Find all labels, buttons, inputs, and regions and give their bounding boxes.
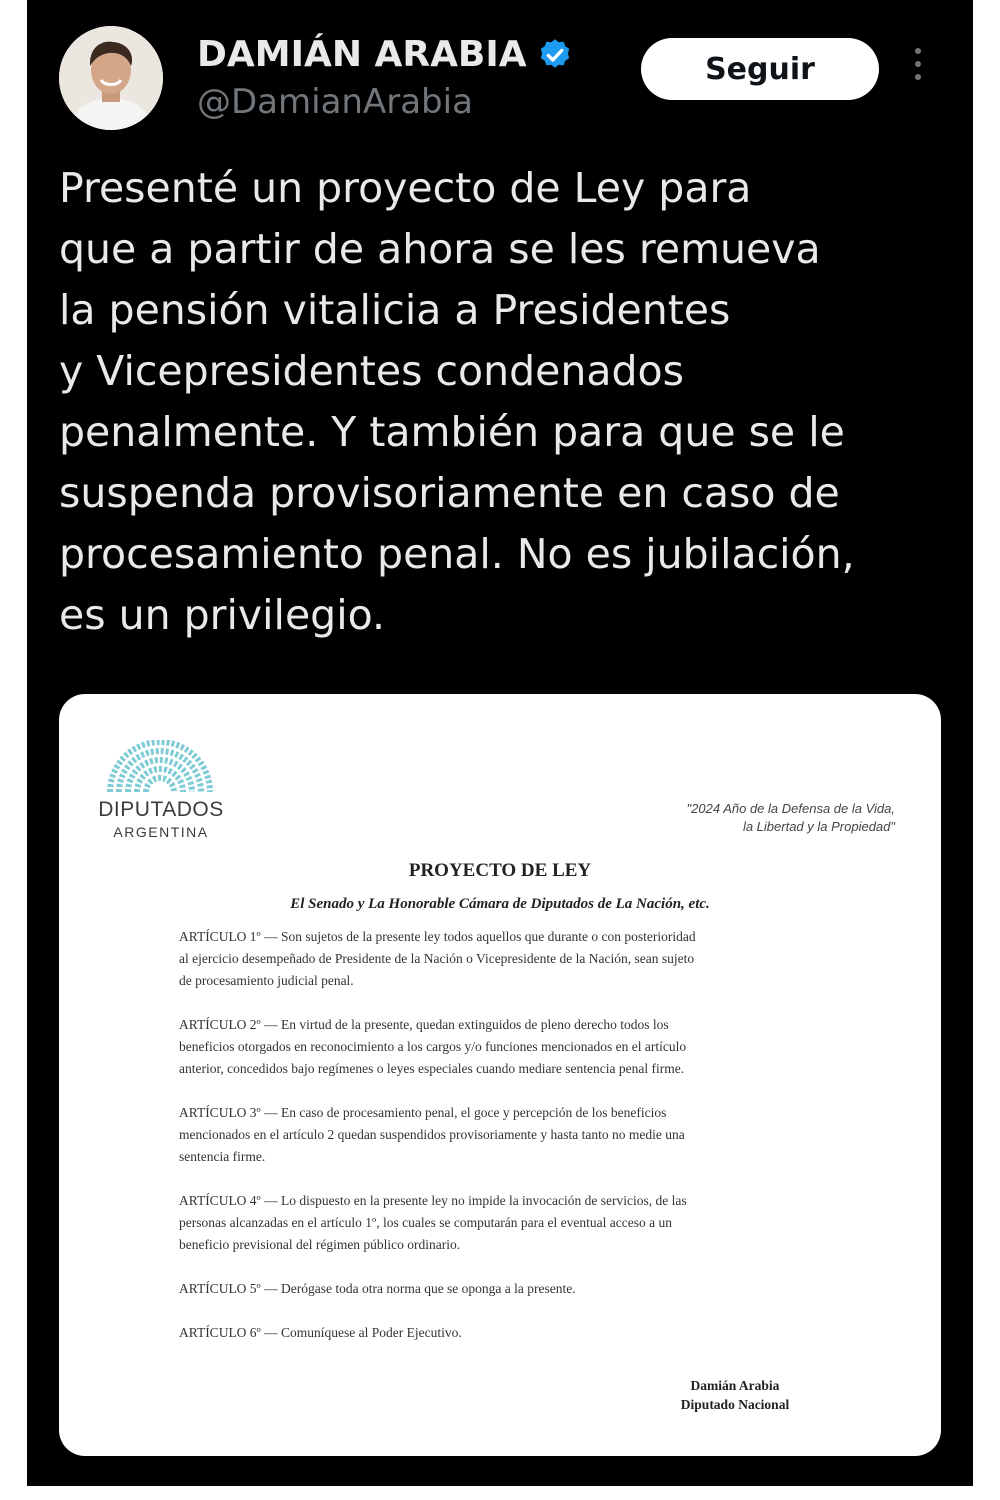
article-line: ARTÍCULO 1º — Son sujetos de la presente ley todos aquellos que durante o con posterioridad xyxy=(179,929,696,944)
tweet-text-line: procesamiento penal. No es jubilación, xyxy=(59,530,855,578)
article-line: ARTÍCULO 4º — Lo dispuesto en la presente ley no impide la invocación de servicios, de las xyxy=(179,1193,687,1208)
logo-subtitle: ARGENTINA xyxy=(113,824,209,840)
tweet-text-line: suspenda provisoriamente en caso de xyxy=(59,469,840,517)
avatar-photo-icon xyxy=(59,26,163,130)
motto-line: "2024 Año de la Defensa de la Vida, xyxy=(686,801,895,816)
document-articles xyxy=(179,926,829,1366)
article-line: ARTÍCULO 6º — Comuníquese al Poder Ejecutivo. xyxy=(179,1325,462,1340)
article-line: ARTÍCULO 5º — Derógase toda otra norma que se oponga a la presente. xyxy=(179,1281,576,1296)
follow-button[interactable]: Seguir xyxy=(641,38,879,100)
article xyxy=(179,926,829,992)
tweet-text-line: que a partir de ahora se les remueva xyxy=(59,225,821,273)
tweet-text-line: la pensión vitalicia a Presidentes xyxy=(59,286,731,334)
tweet-text-line: penalmente. Y también para que se le xyxy=(59,408,845,456)
article-line: de procesamiento judicial penal. xyxy=(179,973,354,988)
more-vertical-icon[interactable] xyxy=(911,48,925,88)
article-line: sentencia firme. xyxy=(179,1149,266,1164)
article-line: ARTÍCULO 3º — En caso de procesamiento penal, el goce y percepción de los beneficios xyxy=(179,1105,667,1120)
signature-role: Diputado Nacional xyxy=(680,1397,790,1412)
avatar[interactable] xyxy=(59,26,163,130)
article xyxy=(179,1190,829,1256)
article-line: mencionados en el artículo 2 quedan suspendidos provisoriamente y hasta tanto no medie una xyxy=(179,1127,685,1142)
document-title: PROYECTO DE LEY xyxy=(408,860,592,881)
document-motto xyxy=(687,800,895,836)
article xyxy=(179,1278,829,1300)
tweet-text-line: es un privilegio. xyxy=(59,591,385,639)
chamber-arc-icon xyxy=(105,740,215,796)
tweet-text xyxy=(59,158,939,646)
signature-name: Damián Arabia xyxy=(690,1378,780,1393)
document-preamble: El Senado y La Honorable Cámara de Diputados de La Nación, etc. xyxy=(290,896,710,912)
article-line: ARTÍCULO 2º — En virtud de la presente, quedan extinguidos de pleno derecho todos los xyxy=(179,1017,669,1032)
article-line: beneficio previsional del régimen público ordinario. xyxy=(179,1237,461,1252)
article xyxy=(179,1102,829,1168)
article xyxy=(179,1014,829,1080)
motto-line: la Libertad y la Propiedad" xyxy=(742,819,895,834)
article xyxy=(179,1322,829,1344)
author-name-text: DAMIÁN ARABIA xyxy=(197,34,527,75)
author-handle[interactable]: @DamianArabia xyxy=(197,82,473,122)
tweet-text-line: Presenté un proyecto de Ley para xyxy=(59,164,752,212)
article-line: anterior, concedidos bajo regímenes o leyes especiales cuando mediare sentencia penal firme. xyxy=(179,1061,685,1076)
article-line: beneficios otorgados en reconocimiento a los cargos y/o funciones mencionados en el artículo xyxy=(179,1039,687,1054)
document-signature xyxy=(665,1376,805,1414)
verified-badge-icon xyxy=(537,37,573,73)
logo-title: DIPUTADOS xyxy=(98,798,224,821)
article-line: personas alcanzadas en el artículo 1º, los cuales se computarán para el eventual acceso a un xyxy=(179,1215,672,1230)
tweet-card xyxy=(27,0,973,1486)
author-name[interactable] xyxy=(197,34,573,75)
tweet-text-line: y Vicepresidentes condenados xyxy=(59,347,684,395)
tweet-media-image[interactable] xyxy=(59,694,941,1456)
article-line: al ejercicio desempeñado de Presidente de la Nación o Vicepresidente de la Nación, sean sujeto xyxy=(179,951,695,966)
